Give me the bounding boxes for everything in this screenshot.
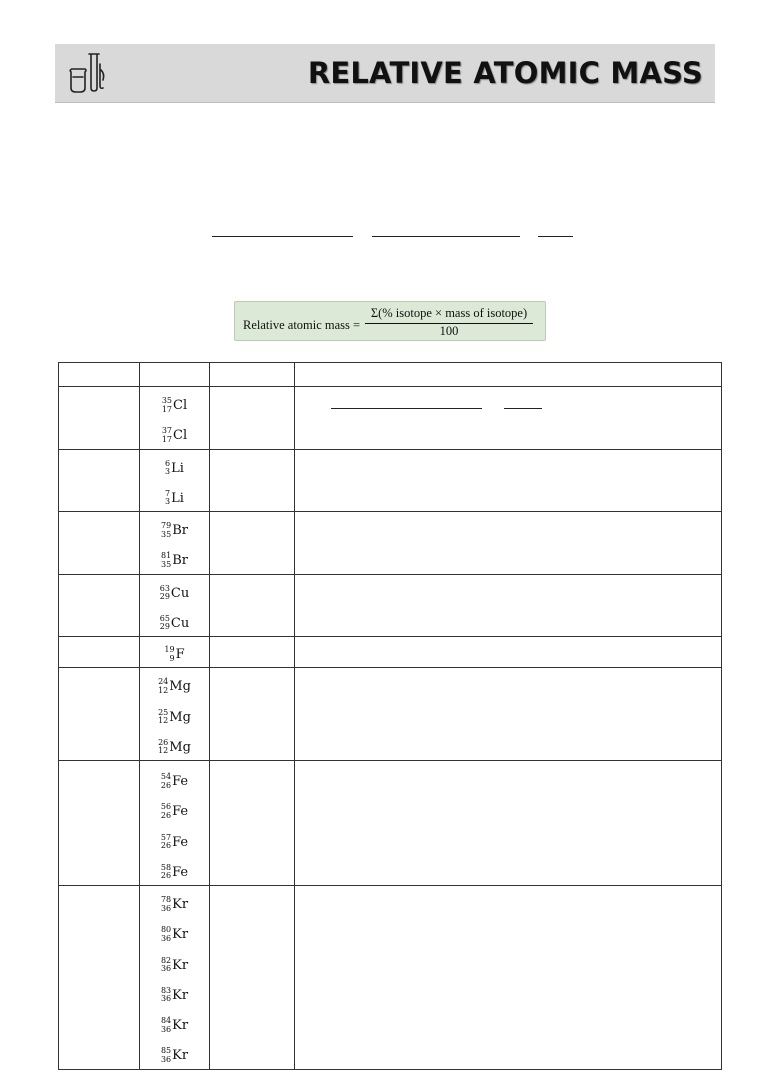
atomic-number: 12 bbox=[158, 746, 169, 756]
table-row bbox=[59, 668, 722, 761]
mass-number: 83 bbox=[160, 985, 172, 995]
mass-number: 57 bbox=[160, 832, 172, 842]
atomic-number: 26 bbox=[160, 841, 172, 850]
answer-blank-3[interactable] bbox=[538, 236, 573, 237]
atomic-number: 3 bbox=[165, 467, 171, 476]
element-symbol: Cu bbox=[170, 585, 190, 601]
header-cell-element bbox=[59, 363, 140, 387]
isotope-cell bbox=[140, 668, 210, 761]
mass-number: 80 bbox=[160, 925, 172, 935]
element-symbol: Kr bbox=[172, 927, 189, 943]
element-symbol: Cu bbox=[170, 615, 190, 631]
calculation-cell[interactable] bbox=[295, 668, 722, 761]
isotope-numbers bbox=[161, 834, 171, 851]
isotope-numbers bbox=[165, 490, 170, 507]
abundance-cell[interactable] bbox=[210, 512, 295, 575]
element-symbol: Li bbox=[171, 460, 184, 476]
isotope-notation bbox=[161, 983, 188, 1009]
header-banner bbox=[55, 44, 715, 103]
mass-number: 7 bbox=[165, 488, 171, 498]
isotope-cell bbox=[140, 512, 210, 575]
isotope-table bbox=[58, 362, 722, 1070]
isotope-notation bbox=[162, 423, 187, 449]
atomic-number: 36 bbox=[160, 933, 172, 943]
isotope-cell bbox=[140, 387, 210, 450]
mass-number: 19 bbox=[164, 645, 175, 654]
isotope-numbers bbox=[165, 460, 170, 477]
calculation-cell[interactable] bbox=[295, 761, 722, 886]
formula-numerator: Σ(% isotope × mass of isotope) bbox=[370, 306, 528, 320]
calculation-cell[interactable] bbox=[295, 512, 722, 575]
isotope-notation bbox=[161, 1013, 188, 1039]
calculation-cell[interactable] bbox=[295, 574, 722, 637]
table-row bbox=[59, 574, 722, 637]
atomic-number: 26 bbox=[160, 871, 172, 881]
abundance-cell[interactable] bbox=[210, 886, 295, 1070]
isotope-cell bbox=[140, 574, 210, 637]
element-cell[interactable] bbox=[59, 637, 140, 668]
atomic-number: 17 bbox=[161, 404, 173, 414]
table-row bbox=[59, 387, 722, 450]
mass-number: 58 bbox=[160, 862, 172, 872]
header-cell-abundance bbox=[210, 363, 295, 387]
mass-number: 85 bbox=[160, 1046, 172, 1056]
element-symbol: Fe bbox=[172, 804, 189, 820]
isotope-notation bbox=[158, 674, 191, 700]
isotope-numbers bbox=[161, 522, 171, 539]
atomic-number: 17 bbox=[161, 434, 173, 444]
isotope-notation bbox=[161, 799, 188, 825]
isotope-numbers bbox=[161, 926, 171, 943]
lab-glassware-icon bbox=[65, 50, 109, 96]
isotope-notation bbox=[165, 455, 184, 481]
atomic-number: 12 bbox=[158, 685, 169, 695]
element-symbol: Mg bbox=[169, 739, 191, 755]
element-symbol: Kr bbox=[172, 897, 189, 912]
table-row bbox=[59, 512, 722, 575]
mass-number: 6 bbox=[165, 458, 171, 468]
element-cell[interactable] bbox=[59, 668, 140, 761]
element-cell[interactable] bbox=[59, 512, 140, 575]
table-row bbox=[59, 761, 722, 886]
element-cell[interactable] bbox=[59, 387, 140, 450]
isotope-numbers bbox=[161, 957, 171, 974]
mass-number: 26 bbox=[158, 737, 169, 747]
element-symbol: Br bbox=[172, 523, 188, 538]
header-cell-calculation bbox=[295, 363, 722, 387]
isotope-numbers bbox=[160, 615, 170, 632]
mass-number: 84 bbox=[160, 1016, 172, 1025]
calc-blank-1[interactable] bbox=[331, 408, 482, 409]
element-symbol: Fe bbox=[172, 864, 189, 880]
answer-blank-2[interactable] bbox=[372, 236, 520, 237]
element-symbol: Mg bbox=[169, 709, 191, 725]
isotope-numbers bbox=[161, 987, 171, 1004]
atomic-number: 29 bbox=[159, 622, 170, 632]
table-header-row bbox=[59, 363, 722, 387]
isotope-numbers bbox=[164, 646, 174, 663]
isotope-numbers bbox=[161, 1047, 171, 1064]
element-symbol: Mg bbox=[169, 679, 191, 695]
isotope-notation bbox=[160, 580, 190, 606]
isotope-numbers bbox=[160, 585, 170, 602]
isotope-notation bbox=[161, 548, 188, 574]
element-cell[interactable] bbox=[59, 886, 140, 1070]
abundance-cell[interactable] bbox=[210, 761, 295, 886]
atomic-number: 29 bbox=[159, 592, 170, 601]
element-symbol: Fe bbox=[172, 834, 189, 850]
atomic-number: 36 bbox=[160, 1024, 172, 1034]
element-symbol: Kr bbox=[172, 987, 189, 1003]
isotope-numbers bbox=[158, 739, 168, 756]
isotope-numbers bbox=[161, 773, 171, 790]
isotope-numbers bbox=[162, 397, 172, 414]
formula-box bbox=[234, 301, 546, 341]
isotope-notation bbox=[164, 642, 184, 668]
isotope-cell bbox=[140, 449, 210, 512]
atomic-number: 36 bbox=[160, 903, 172, 913]
isotope-notation bbox=[158, 735, 191, 761]
mass-number: 35 bbox=[161, 396, 173, 405]
isotope-numbers bbox=[161, 1017, 171, 1034]
isotope-numbers bbox=[162, 427, 172, 444]
isotope-notation bbox=[158, 704, 191, 730]
mass-number: 25 bbox=[158, 707, 169, 717]
mass-number: 63 bbox=[159, 583, 170, 593]
isotope-cell bbox=[140, 761, 210, 886]
element-cell[interactable] bbox=[59, 449, 140, 512]
mass-number: 78 bbox=[160, 895, 172, 904]
atomic-number: 3 bbox=[165, 497, 171, 507]
atomic-number: 35 bbox=[161, 559, 172, 569]
element-symbol: Br bbox=[172, 553, 188, 569]
isotope-cell bbox=[140, 886, 210, 1070]
mass-number: 54 bbox=[160, 772, 172, 781]
atomic-number: 12 bbox=[158, 716, 169, 725]
mass-number: 56 bbox=[160, 802, 172, 812]
page-title: RELATIVE ATOMIC MASS bbox=[307, 56, 703, 90]
isotope-numbers bbox=[161, 864, 171, 881]
isotope-notation bbox=[162, 393, 187, 419]
answer-blank-1[interactable] bbox=[212, 236, 353, 237]
isotope-notation bbox=[160, 611, 190, 637]
abundance-cell[interactable] bbox=[210, 449, 295, 512]
mass-number: 37 bbox=[161, 426, 173, 436]
header-cell-isotope bbox=[140, 363, 210, 387]
atomic-number: 36 bbox=[160, 964, 172, 973]
atomic-number: 36 bbox=[160, 1054, 172, 1064]
calc-blank-2[interactable] bbox=[504, 408, 542, 409]
element-symbol: Cl bbox=[173, 428, 188, 444]
mass-number: 81 bbox=[161, 551, 172, 561]
isotope-notation bbox=[161, 1043, 188, 1069]
atomic-number: 35 bbox=[161, 529, 172, 539]
element-cell[interactable] bbox=[59, 574, 140, 637]
isotope-numbers bbox=[161, 896, 171, 913]
isotope-notation bbox=[161, 769, 188, 795]
abundance-cell[interactable] bbox=[210, 637, 295, 668]
element-symbol: F bbox=[175, 647, 185, 662]
calculation-cell[interactable] bbox=[295, 886, 722, 1070]
mass-number: 79 bbox=[161, 521, 172, 530]
table-row bbox=[59, 886, 722, 1070]
atomic-number: 36 bbox=[160, 994, 172, 1004]
mass-number: 65 bbox=[159, 613, 170, 623]
element-symbol: Li bbox=[171, 490, 184, 506]
element-symbol: Kr bbox=[172, 1018, 189, 1033]
atomic-number: 26 bbox=[160, 780, 172, 790]
isotope-notation bbox=[161, 892, 188, 918]
atomic-number: 26 bbox=[160, 810, 172, 820]
abundance-cell[interactable] bbox=[210, 668, 295, 761]
element-symbol: Kr bbox=[172, 1048, 189, 1064]
mass-number: 82 bbox=[160, 955, 172, 965]
formula-lhs: Relative atomic mass = bbox=[243, 318, 361, 332]
isotope-numbers bbox=[158, 678, 168, 695]
isotope-notation bbox=[161, 829, 188, 855]
atomic-number: 9 bbox=[169, 653, 175, 663]
abundance-cell[interactable] bbox=[210, 387, 295, 450]
isotope-notation bbox=[161, 860, 188, 886]
calculation-cell[interactable] bbox=[295, 449, 722, 512]
calculation-cell[interactable] bbox=[295, 387, 722, 450]
table-row bbox=[59, 637, 722, 668]
calculation-cell[interactable] bbox=[295, 637, 722, 668]
isotope-numbers bbox=[161, 552, 171, 569]
element-symbol: Fe bbox=[172, 774, 189, 789]
isotope-notation bbox=[161, 922, 188, 948]
mass-number: 24 bbox=[158, 677, 169, 687]
abundance-cell[interactable] bbox=[210, 574, 295, 637]
element-symbol: Kr bbox=[172, 957, 189, 973]
isotope-cell bbox=[140, 637, 210, 668]
element-cell[interactable] bbox=[59, 761, 140, 886]
isotope-notation bbox=[161, 518, 188, 544]
formula-denominator: 100 bbox=[439, 324, 459, 338]
isotope-numbers bbox=[161, 803, 171, 820]
isotope-notation bbox=[165, 486, 184, 512]
isotope-numbers bbox=[158, 709, 168, 726]
isotope-notation bbox=[161, 952, 188, 978]
table-row bbox=[59, 449, 722, 512]
element-symbol: Cl bbox=[173, 398, 188, 413]
